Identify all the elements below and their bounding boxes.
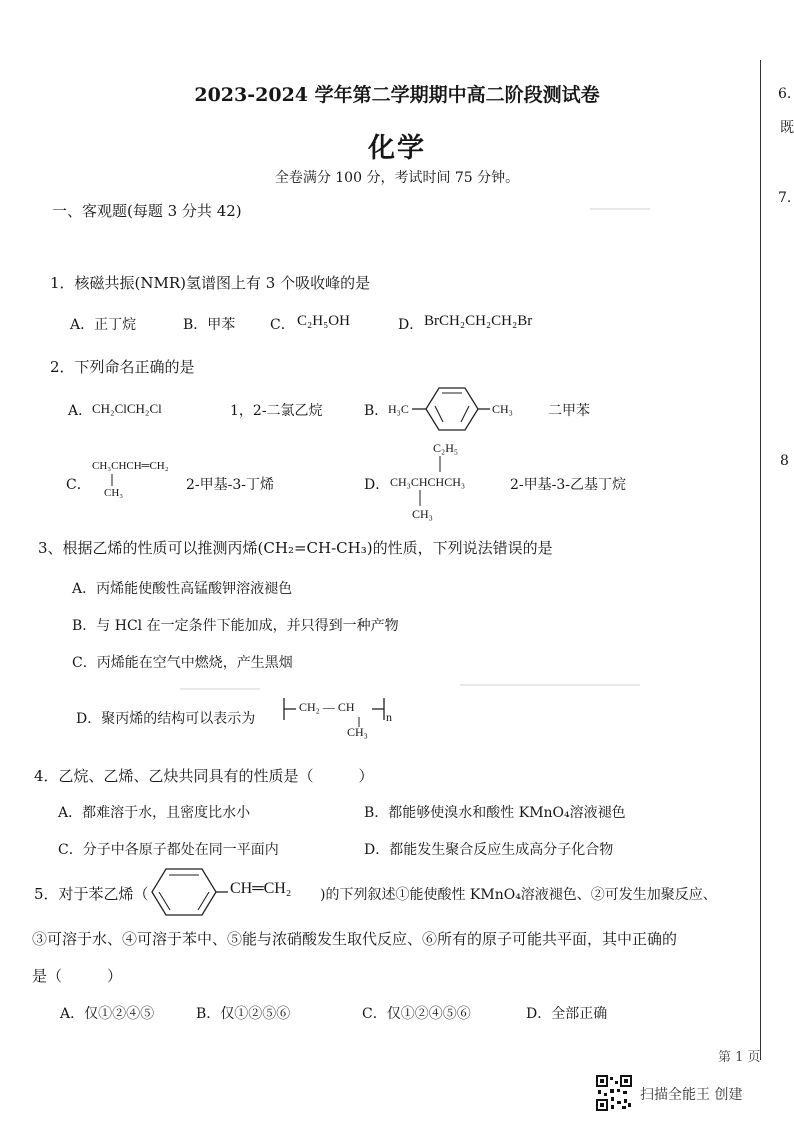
- q4-option-a: A．都难溶于水，且密度比水小: [58, 805, 251, 821]
- bond-line: [110, 474, 114, 488]
- q2-option-c-branch: CH₃: [104, 487, 124, 499]
- scan-noise: [180, 688, 260, 690]
- q2-option-d-label: D．: [364, 477, 390, 493]
- q2-option-a-label: A．: [68, 403, 93, 419]
- q2-option-c-main-chain: CH₃CHCH═CH₂: [92, 460, 169, 472]
- bond-line: [438, 456, 442, 474]
- exam-note: 全卷满分 100 分，考试时间 75 分钟。: [274, 170, 520, 186]
- q5-option-b: B．仅①②⑤⑥: [196, 1006, 291, 1022]
- q2-stem: 2．下列命名正确的是: [50, 358, 195, 376]
- q2-option-a-name: 1，2-二氯乙烷: [230, 403, 323, 419]
- qr-code-icon: [596, 1075, 632, 1111]
- q1-option-d-label: D．: [398, 317, 424, 333]
- q3-polymer-n: n: [386, 710, 392, 724]
- side-q8: 8: [780, 453, 789, 469]
- q1-option-c-formula: C₂H₅OH: [297, 313, 350, 329]
- q3-stem: 3、根据乙烯的性质可以推测丙烯(CH₂=CH-CH₃)的性质，下列说法错误的是: [38, 539, 553, 557]
- facing-page-edge: [760, 60, 794, 1060]
- q2-option-b-right-group: CH₃: [492, 402, 513, 416]
- bond-line: [418, 490, 422, 508]
- q1-option-c-label: C．: [270, 317, 295, 333]
- q5-option-d: D．全部正确: [526, 1006, 608, 1022]
- section-heading: 一、客观题(每题 3 分共 42): [52, 202, 242, 220]
- q5-stem-line3: 是（ ）: [32, 967, 123, 985]
- q5-stem-start: 5．对于苯乙烯（: [34, 885, 149, 903]
- q5-option-a: A．仅①②④⑤: [60, 1006, 155, 1022]
- scanner-watermark: 扫描全能王 创建: [640, 1087, 743, 1103]
- q2-option-b-name: 二甲苯: [548, 403, 590, 419]
- q2-option-d-main-chain: CH₃CHCHCH₃: [390, 475, 466, 489]
- q1-stem: 1．核磁共振(NMR)氢谱图上有 3 个吸收峰的是: [50, 274, 371, 292]
- q3-polymer-main: CH₂ — CH: [299, 700, 355, 714]
- page-number: 第 1 页: [718, 1050, 761, 1065]
- subject-title: 化学: [368, 133, 426, 164]
- scan-noise: [590, 208, 650, 210]
- q1-option-a: A．正丁烷: [70, 317, 137, 333]
- q2-option-a-formula: CH₂ClCH₂Cl: [92, 401, 162, 416]
- q3-polymer-branch: CH₃: [347, 725, 368, 739]
- q3-option-a: A．丙烯能使酸性高锰酸钾溶液褪色: [72, 581, 293, 597]
- q5-stem-line2: ③可溶于水、④可溶于苯中、⑤能与浓硝酸发生取代反应、⑥所有的原子可能共平面，其中正确的: [32, 930, 678, 948]
- benzene-ring-icon: [412, 383, 492, 433]
- exam-title: 2023-2024 学年第二学期期中高二阶段测试卷: [194, 84, 600, 106]
- q5-vinyl-group: CH═CH₂: [230, 880, 292, 897]
- q1-option-b: B．甲苯: [183, 317, 236, 333]
- side-q7: 7.: [778, 190, 792, 206]
- q2-option-d-branch: CH₃: [412, 507, 433, 521]
- scan-noise: [460, 684, 640, 686]
- q5-stem-rest: )的下列叙述①能使酸性 KMnO₄溶液褪色、②可发生加聚反应、: [320, 887, 717, 903]
- q2-option-c-label: C．: [66, 477, 91, 493]
- q2-option-d-top-group: C₂H₅: [433, 441, 459, 455]
- side-fragment: 既: [780, 120, 794, 136]
- q2-option-d-name: 2-甲基-3-乙基丁烷: [510, 477, 627, 493]
- q4-option-c: C．分子中各原子都处在同一平面内: [58, 842, 279, 858]
- q4-option-d: D．都能发生聚合反应生成高分子化合物: [364, 842, 614, 858]
- q1-option-d-formula: BrCH₂CH₂CH₂Br: [424, 313, 533, 329]
- q3-option-b: B．与 HCl 在一定条件下能加成，并只得到一种产物: [72, 618, 399, 634]
- q2-option-b-left-group: H₃C: [388, 402, 409, 416]
- q3-option-c: C．丙烯能在空气中燃烧，产生黑烟: [72, 655, 293, 671]
- q5-option-c: C．仅①②④⑤⑥: [362, 1006, 471, 1022]
- q3-option-d: D．聚丙烯的结构可以表示为: [76, 711, 256, 727]
- side-q6: 6.: [778, 86, 792, 102]
- q4-option-b: B．都能够使溴水和酸性 KMnO₄溶液褪色: [364, 805, 626, 821]
- q2-option-c-name: 2-甲基-3-丁烯: [186, 477, 275, 493]
- q4-stem: 4．乙烷、乙烯、乙炔共同具有的性质是（ ）: [34, 767, 374, 785]
- benzene-ring-icon: [150, 866, 222, 918]
- q2-option-b-label: B．: [364, 403, 389, 419]
